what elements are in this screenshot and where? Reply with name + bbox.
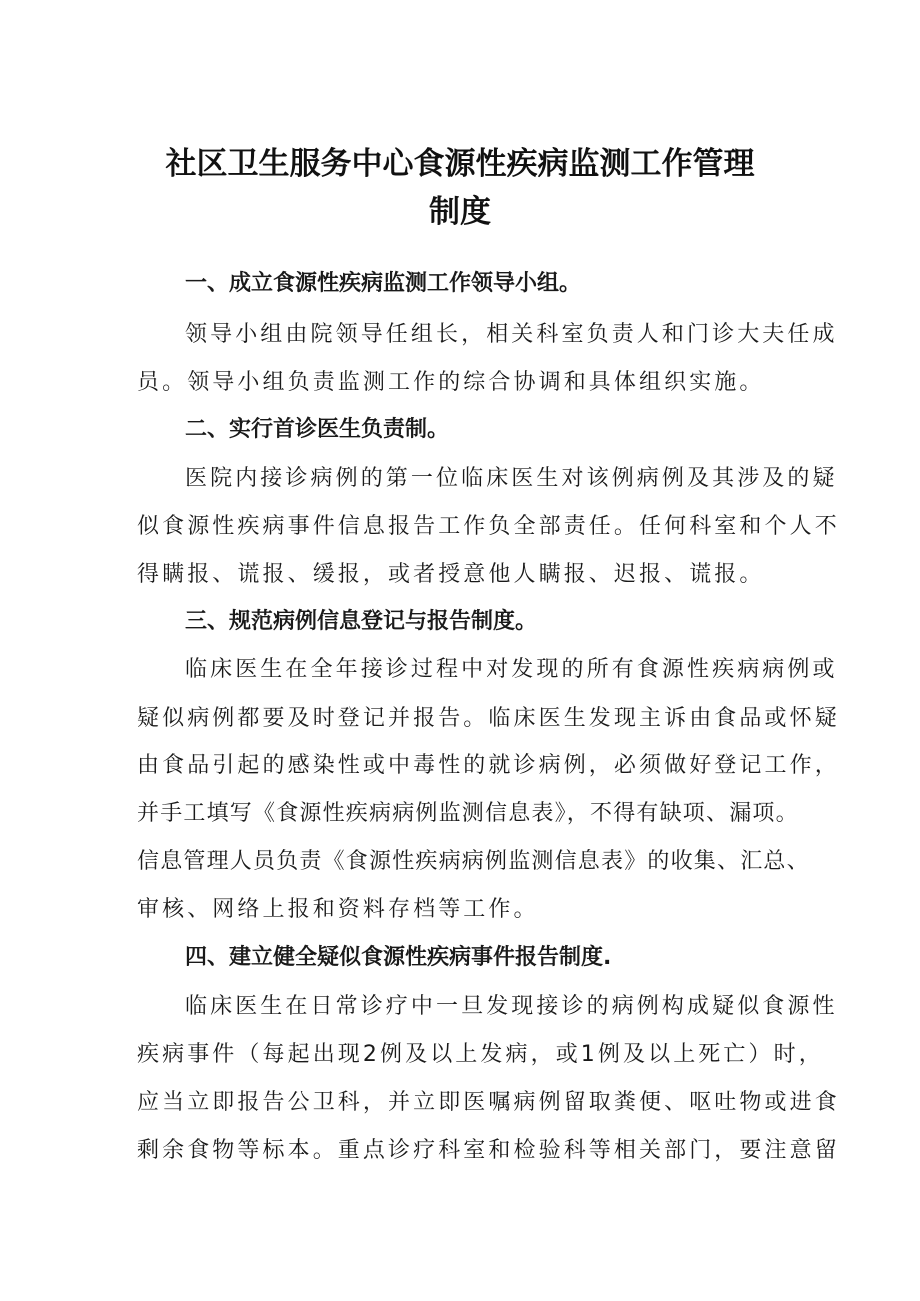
section-3-line-6: 审核、网络上报和资料存档等工作。 bbox=[137, 897, 539, 922]
document-title-line-1: 社区卫生服务中心食源性疾病监测工作管理 bbox=[165, 146, 755, 182]
section-3-heading: 三、规范病例信息登记与报告制度。 bbox=[185, 609, 538, 634]
section-4-line-3: 应当立即报告公卫科，并立即医嘱病例留取粪便、呕吐物或进食 bbox=[137, 1090, 840, 1115]
section-4-line-1: 临床医生在日常诊疗中一旦发现接诊的病例构成疑似食源性 bbox=[185, 994, 838, 1019]
section-2-line-2: 似食源性疾病事件信息报告工作负全部责任。任何科室和个人不 bbox=[137, 514, 840, 539]
section-3-line-4: 并手工填写《食源性疾病病例监测信息表》，不得有缺项、漏项。 bbox=[137, 801, 799, 826]
section-4-line-2: 疾病事件（每起出现2例及以上发病，或1例及以上死亡）时， bbox=[137, 1042, 824, 1067]
section-3-line-1: 临床医生在全年接诊过程中对发现的所有食源性疾病病例或 bbox=[185, 657, 838, 682]
section-1-heading: 一、成立食源性疾病监测工作领导小组。 bbox=[185, 271, 582, 296]
section-2-line-3: 得瞒报、谎报、缓报，或者授意他人瞒报、迟报、谎报。 bbox=[137, 562, 765, 587]
section-4-line-4: 剩余食物等标本。重点诊疗科室和检验科等相关部门，要注意留 bbox=[137, 1138, 840, 1163]
section-4-heading: 四、建立健全疑似食源性疾病事件报告制度. bbox=[185, 945, 612, 970]
section-1-line-1: 领导小组由院领导任组长，相关科室负责人和门诊大夫任成 bbox=[185, 322, 838, 347]
section-1-line-2: 员。领导小组负责监测工作的综合协调和具体组织实施。 bbox=[137, 370, 765, 395]
document-title-line-2: 制度 bbox=[429, 194, 491, 230]
section-3-line-5: 信息管理人员负责《食源性疾病病例监测信息表》的收集、汇总、 bbox=[137, 849, 810, 874]
section-2-line-1: 医院内接诊病例的第一位临床医生对该例病例及其涉及的疑 bbox=[185, 466, 838, 491]
section-3-line-2: 疑似病例都要及时登记并报告。临床医生发现主诉由食品或怀疑 bbox=[137, 706, 840, 731]
section-3-line-3: 由食品引起的感染性或中毒性的就诊病例，必须做好登记工作， bbox=[137, 753, 840, 778]
section-2-heading: 二、实行首诊医生负责制。 bbox=[185, 417, 450, 442]
